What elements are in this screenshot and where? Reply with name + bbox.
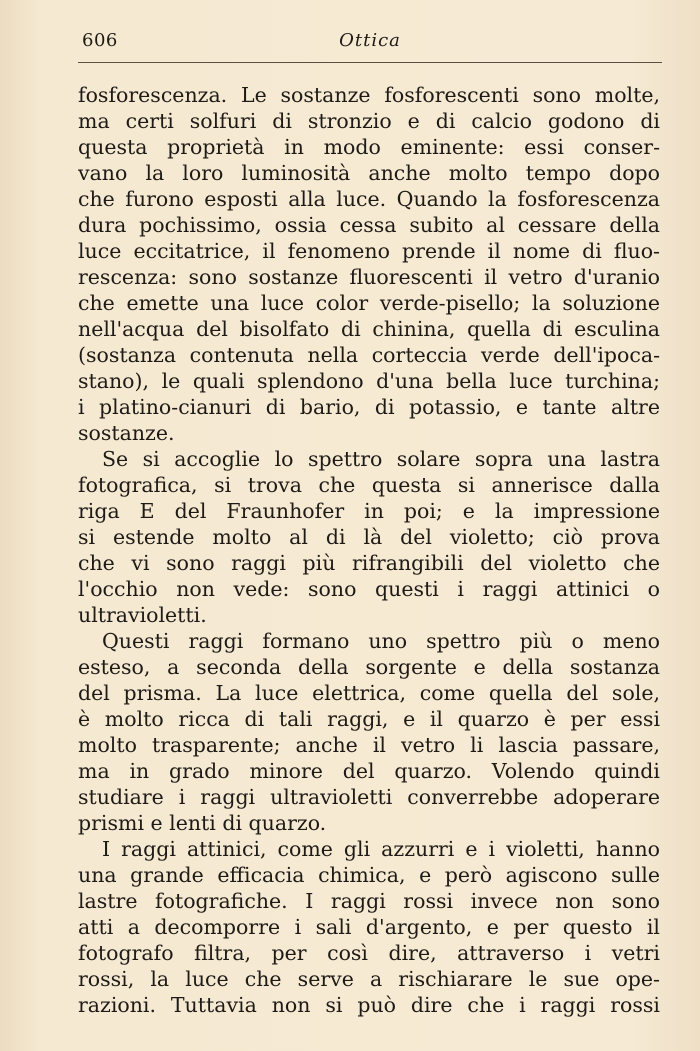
text-line: sostanze. [78,421,175,445]
text-line: Questi raggi formano uno spettro più o meno [102,629,660,653]
text-line: ultravioletti. [78,603,207,627]
header-rule [78,62,662,63]
text-line: che vi sono raggi più rifrangibili del violetto che [78,551,660,575]
page-header [78,28,662,58]
text-line: esteso, a seconda della sorgente e della sostanza [78,655,660,679]
paragraph [78,628,660,836]
text-line: si estende molto al di là del violetto; ciò prova [78,525,660,549]
text-line: rescenza: sono sostanze fluorescenti il vetro d'uranio [78,265,660,289]
text-line: (sostanza contenuta nella corteccia verde dell'ipoca- [78,343,660,367]
text-line: che emette una luce color verde-pisello; la soluzione [78,291,660,315]
text-line: razioni. Tuttavia non si può dire che i raggi rossi [78,993,660,1017]
text-line: luce eccitatrice, il fenomeno prende il nome di fluo- [78,239,660,263]
text-line: studiare i raggi ultravioletti converrebbe adoperare [78,785,660,809]
text-line: dura pochissimo, ossia cessa subito al cessare della [78,213,660,237]
text-line: del prisma. La luce elettrica, come quella del sole, [78,681,660,705]
text-line: I raggi attinici, come gli azzurri e i violetti, hanno [102,837,660,861]
text-line: questa proprietà in modo eminente: essi conser- [78,135,660,159]
text-line: atti a decomporre i sali d'argento, e per questo il [78,915,660,939]
text-line: nell'acqua del bisolfato di chinina, quella di esculina [78,317,660,341]
paragraph [78,82,660,446]
text-line: Se si accoglie lo spettro solare sopra una lastra [102,447,660,471]
text-line: i platino-cianuri di bario, di potassio, e tante altre [78,395,660,419]
text-line: vano la loro luminosità anche molto tempo dopo [78,161,660,185]
page-number: 606 [82,30,118,51]
text-line: fosforescenza. Le sostanze fosforescenti sono molte, [78,83,660,107]
text-line: fotografica, si trova che questa si annerisce dalla [78,473,660,497]
text-line: molto trasparente; anche il vetro li lascia passare, [78,733,660,757]
text-line: ma in grado minore del quarzo. Volendo quindi [78,759,660,783]
paragraph [78,446,660,628]
text-line: prismi e lenti di quarzo. [78,811,327,835]
body-text [78,82,660,1018]
text-line: riga E del Fraunhofer in poi; e la impressione [78,499,660,523]
text-line: è molto ricca di tali raggi, e il quarzo è per essi [78,707,660,731]
text-line: una grande efficacia chimica, e però agiscono sulle [78,863,660,887]
text-line: l'occhio non vede: sono questi i raggi attinici o [78,577,660,601]
text-line: ma certi solfuri di stronzio e di calcio godono di [78,109,660,133]
running-title: Ottica [339,30,401,51]
text-line: lastre fotografiche. I raggi rossi invece non sono [78,889,660,913]
text-line: che furono esposti alla luce. Quando la fosforescenza [78,187,660,211]
text-line: rossi, la luce che serve a rischiarare le sue ope- [78,967,660,991]
paragraph [78,836,660,1018]
text-line: stano), le quali splendono d'una bella luce turchina; [78,369,660,393]
text-line: fotografo filtra, per così dire, attraverso i vetri [78,941,660,965]
